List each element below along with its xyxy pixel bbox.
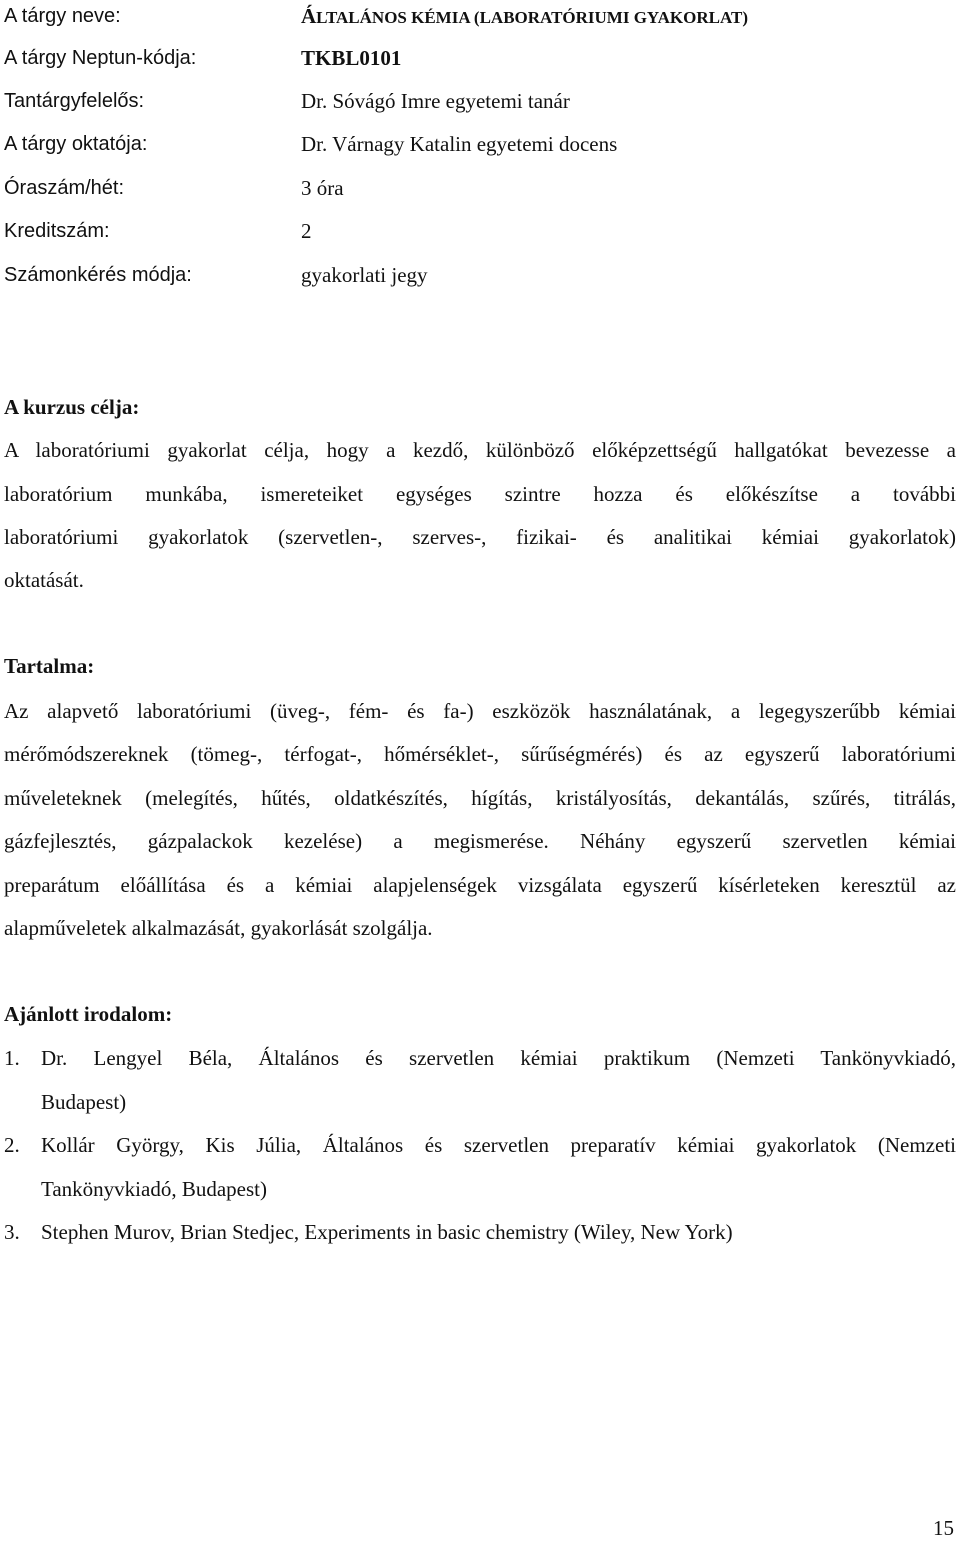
content-title: Tartalma: — [4, 654, 95, 678]
literature-number: 2. — [4, 1133, 20, 1157]
course-name-initial: Á — [301, 4, 317, 28]
course-code: TKBL0101 — [301, 46, 402, 70]
literature-line: Budapest) — [41, 1090, 127, 1114]
aim-line: laboratórium munkába, ismereteiket egységes szintre hozza és előkészítse a további — [4, 482, 956, 506]
content-line: gázfejlesztés, gázpalackok kezelése) a megismerése. Néhány egyszerű szervetlen kémiai — [4, 829, 956, 853]
literature-line: Kollár György, Kis Júlia, Általános és szervetlen preparatív kémiai gyakorlatok (Nemzeti — [41, 1133, 956, 1157]
course-name — [301, 1, 748, 33]
literature-line: Tankönyvkiadó, Budapest) — [41, 1177, 267, 1201]
page-number: 15 — [933, 1516, 954, 1540]
literature-number: 3. — [4, 1220, 20, 1244]
info-label: A tárgy Neptun-kódja: — [4, 47, 197, 69]
course-responsible: Dr. Sóvágó Imre egyetemi tanár — [301, 89, 570, 113]
aim-line: A laboratóriumi gyakorlat célja, hogy a kezdő, különböző előképzettségű hallgatókat bevezesse a — [4, 438, 956, 462]
aim-line: laboratóriumi gyakorlatok (szervetlen-, szerves-, fizikai- és analitikai kémiai gyakorlatok) — [4, 525, 956, 549]
literature-line: Stephen Murov, Brian Stedjec, Experiments in basic chemistry (Wiley, New York) — [41, 1220, 733, 1244]
info-label: Tantárgyfelelős: — [4, 90, 145, 112]
course-credits: 2 — [301, 219, 312, 243]
info-label: Kreditszám: — [4, 220, 110, 242]
content-line: műveleteknek (melegítés, hűtés, oldatkészítés, hígítás, kristályosítás, dekantálás, szűrés, titrálás, — [4, 786, 956, 810]
literature-line: Dr. Lengyel Béla, Általános és szervetlen kémiai praktikum (Nemzeti Tankönyvkiadó, — [41, 1046, 956, 1070]
content-line: preparátum előállítása és a kémiai alapjelenségek vizsgálata egyszerű kísérleteken keresztül az — [4, 873, 956, 897]
aim-title: A kurzus célja: — [4, 395, 140, 419]
info-label: Óraszám/hét: — [4, 177, 125, 199]
info-label: Számonkérés módja: — [4, 264, 192, 286]
content-line: alapműveletek alkalmazását, gyakorlását szolgálja. — [4, 916, 433, 940]
content-line: mérőmódszereknek (tömeg-, térfogat-, hőmérséklet-, sűrűségmérés) és az egyszerű laboratóriumi — [4, 742, 956, 766]
course-name-rest: LTALÁNOS KÉMIA (LABORATÓRIUMI GYAKORLAT) — [316, 8, 749, 27]
course-hours: 3 óra — [301, 176, 344, 200]
content-line: Az alapvető laboratóriumi (üveg-, fém- és fa-) eszközök használatának, a legegyszerűbb kémiai — [4, 699, 956, 723]
literature-number: 1. — [4, 1046, 20, 1070]
aim-line: oktatását. — [4, 568, 84, 592]
info-label: A tárgy oktatója: — [4, 133, 148, 155]
course-teacher: Dr. Várnagy Katalin egyetemi docens — [301, 132, 618, 156]
literature-title: Ajánlott irodalom: — [4, 1002, 173, 1026]
course-assessment: gyakorlati jegy — [301, 263, 428, 287]
info-label: A tárgy neve: — [4, 5, 121, 27]
